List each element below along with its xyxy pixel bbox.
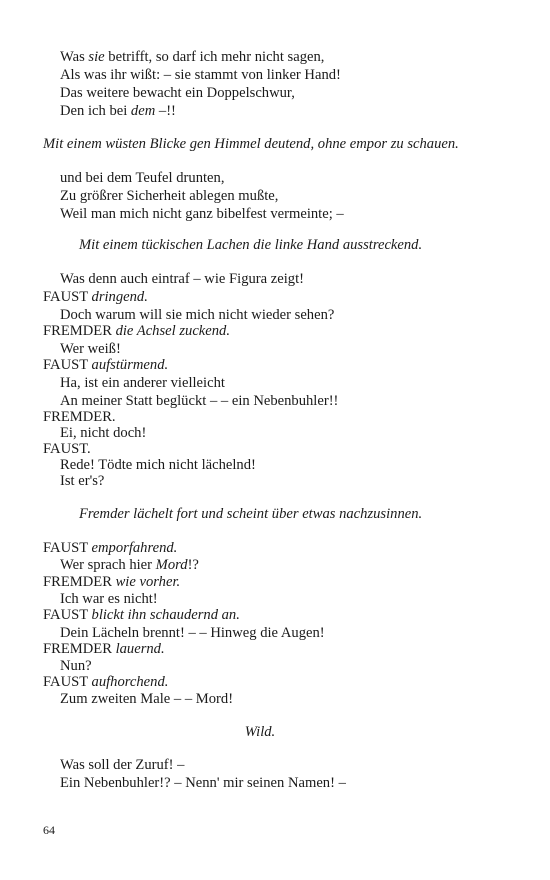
- verse-line: [60, 169, 224, 187]
- line-text: Mit einem tückischen Lachen die linke Hand ausstreckend.: [79, 237, 423, 253]
- line-text: FREMDER: [43, 641, 116, 657]
- speaker-line: [43, 673, 168, 691]
- line-text: FAUST: [43, 674, 92, 690]
- italic-text: wie vorher.: [115, 574, 181, 590]
- verse-line: [60, 66, 341, 84]
- speaker-line: [43, 356, 168, 374]
- verse-line: [60, 84, 295, 102]
- verse-line: [60, 690, 233, 708]
- line-text: FAUST: [43, 289, 92, 305]
- line-text: Als was ihr wißt: – sie stammt von linker Hand!: [60, 67, 341, 83]
- line-text: Wer weiß!: [60, 341, 121, 357]
- line-text: FREMDER: [43, 323, 116, 339]
- speaker-line: [43, 640, 165, 658]
- line-text: Wild.: [244, 724, 276, 740]
- italic-text: emporfahrend.: [91, 540, 178, 556]
- line-text: Was: [60, 49, 89, 65]
- line-text: Doch warum will sie mich nicht wieder sehen?: [60, 307, 335, 323]
- italic-text: aufstürmend.: [91, 357, 169, 373]
- line-text: Zu größrer Sicherheit ablegen mußte,: [60, 188, 279, 204]
- line-text: Weil man mich nicht ganz bibelfest vermeinte; –: [60, 206, 344, 222]
- line-text: Ha, ist ein anderer vielleicht: [60, 375, 225, 391]
- italic-text: Mord: [155, 557, 188, 573]
- stage-direction: [43, 135, 459, 153]
- line-text: FAUST: [43, 540, 92, 556]
- line-text: Das weitere bewacht ein Doppelschwur,: [60, 85, 295, 101]
- verse-line: [60, 102, 176, 120]
- italic-text: blickt ihn schaudernd an.: [91, 607, 240, 623]
- italic-text: dem: [130, 103, 156, 119]
- speaker-line: [43, 573, 180, 591]
- verse-line: [60, 774, 346, 792]
- page-number: 64: [43, 823, 55, 837]
- speaker-line: [43, 539, 177, 557]
- speaker-line: [43, 288, 148, 306]
- line-text: Den ich bei: [60, 103, 131, 119]
- line-text: Ei, nicht doch!: [60, 425, 147, 441]
- italic-text: dringend.: [91, 289, 148, 305]
- line-text: Was soll der Zuruf! –: [60, 757, 185, 773]
- line-text: FREMDER.: [43, 409, 116, 425]
- line-text: Zum zweiten Male – – Mord!: [60, 691, 234, 707]
- verse-line: [60, 48, 324, 66]
- stage-direction: [0, 723, 520, 741]
- line-text: betrifft, so darf ich mehr nicht sagen,: [104, 49, 325, 65]
- speaker-line: [43, 322, 230, 340]
- line-text: Rede! Tödte mich nicht lächelnd!: [60, 457, 256, 473]
- italic-text: lauernd.: [115, 641, 165, 657]
- italic-text: die Achsel zuckend.: [115, 323, 230, 339]
- line-text: An meiner Statt beglückt – – ein Nebenbuhler!!: [60, 393, 339, 409]
- line-text: und bei dem Teufel drunten,: [60, 170, 225, 186]
- line-text: Fremder lächelt fort und scheint über etwas nachzusinnen.: [79, 506, 423, 522]
- verse-line: [60, 270, 304, 288]
- line-text: FAUST: [43, 607, 92, 623]
- line-text: FREMDER: [43, 574, 116, 590]
- line-text: Ich war es nicht!: [60, 591, 158, 607]
- line-text: Wer sprach hier: [60, 557, 156, 573]
- verse-line: [60, 472, 104, 490]
- italic-text: aufhorchend.: [91, 674, 169, 690]
- line-text: Nun?: [60, 658, 92, 674]
- verse-line: [60, 374, 225, 392]
- line-text: Dein Lächeln brennt! – – Hinweg die Augen!: [60, 625, 325, 641]
- italic-text: sie: [88, 49, 105, 65]
- stage-direction: [79, 236, 422, 254]
- speaker-line: [43, 606, 240, 624]
- line-text: Ist er's?: [60, 473, 105, 489]
- verse-line: [60, 187, 278, 205]
- verse-line: [60, 205, 344, 223]
- line-text: FAUST: [43, 357, 92, 373]
- line-text: –!!: [155, 103, 176, 119]
- line-text: FAUST.: [43, 441, 91, 457]
- verse-line: [60, 756, 184, 774]
- line-text: !?: [187, 557, 199, 573]
- stage-direction: [79, 505, 422, 523]
- verse-line: [60, 556, 199, 574]
- line-text: Ein Nebenbuhler!? – Nenn' mir seinen Namen! –: [60, 775, 346, 791]
- line-text: Mit einem wüsten Blicke gen Himmel deutend, ohne empor zu schauen.: [43, 136, 459, 152]
- line-text: Was denn auch eintraf – wie Figura zeigt!: [60, 271, 304, 287]
